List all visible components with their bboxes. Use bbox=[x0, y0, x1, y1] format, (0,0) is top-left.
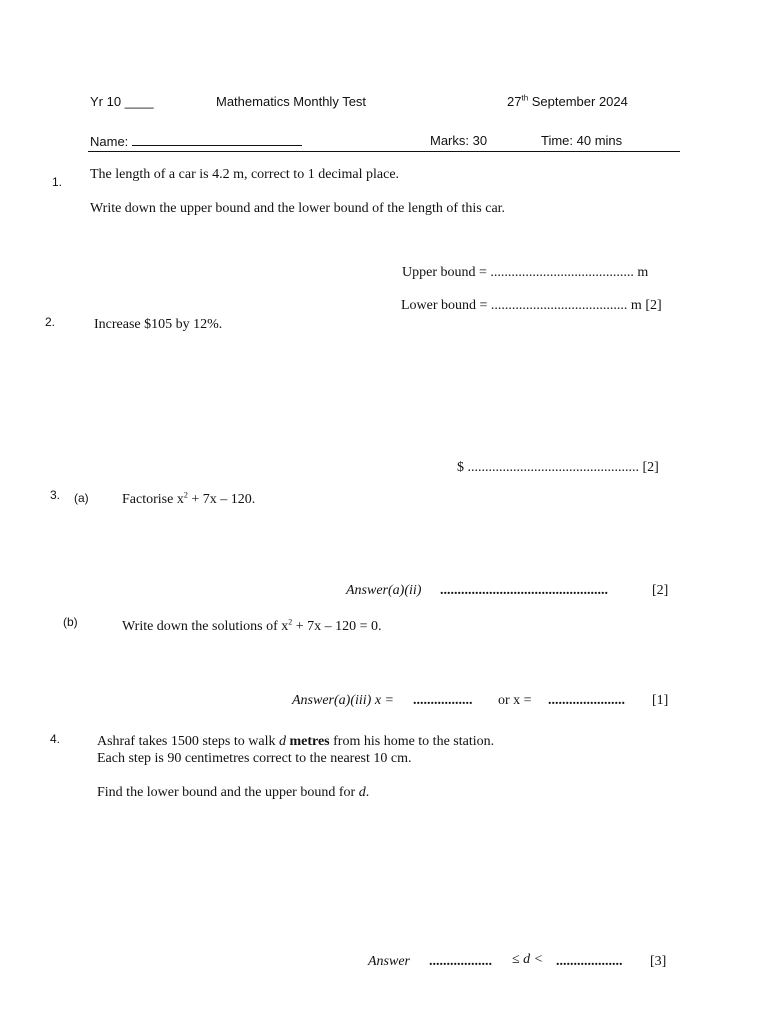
date-rest: September 2024 bbox=[528, 94, 628, 109]
q3b-answer-label: Answer(a)(iii) x = bbox=[292, 693, 394, 708]
q3a-exponent: 2 bbox=[183, 490, 188, 500]
header-divider bbox=[88, 151, 680, 152]
q4-answer-label: Answer bbox=[368, 954, 410, 969]
date-day: 27 bbox=[507, 94, 522, 109]
date-suffix: th bbox=[521, 93, 529, 103]
q2-answer[interactable]: $ ................................................. [2] bbox=[457, 460, 659, 475]
q4-line3 bbox=[97, 785, 369, 801]
q3b-text-part1: Write down the solutions of x bbox=[122, 619, 289, 634]
q3b-or-label: or x = bbox=[498, 693, 532, 708]
q4-line3-end: . bbox=[365, 785, 370, 800]
q4-line3-variable-d: d bbox=[358, 785, 366, 800]
name-field bbox=[90, 133, 302, 149]
q1-number: 1. bbox=[52, 175, 63, 189]
q3b-label: (b) bbox=[63, 615, 78, 629]
q4-line1-start: Ashraf takes 1500 steps to walk bbox=[97, 734, 279, 749]
q3a-label: (a) bbox=[74, 491, 89, 505]
q2-number: 2. bbox=[45, 315, 56, 329]
q4-line3-start: Find the lower bound and the upper bound for bbox=[97, 785, 359, 800]
q1-upper-bound-answer[interactable]: Upper bound = ......................................... m bbox=[402, 265, 649, 280]
q3a-text bbox=[122, 492, 255, 508]
q4-line1-end: from his home to the station. bbox=[329, 734, 495, 749]
q3b-text bbox=[122, 619, 382, 635]
q4-marks: [3] bbox=[650, 954, 667, 969]
q3a-marks: [2] bbox=[652, 583, 669, 598]
test-title: Mathematics Monthly Test bbox=[216, 94, 367, 109]
q4-answer-dots-2[interactable]: ................... bbox=[556, 954, 623, 969]
test-date bbox=[507, 94, 628, 109]
q3a-text-part2: + 7x – 120. bbox=[187, 492, 256, 507]
q3b-text-part2: + 7x – 120 = 0. bbox=[292, 619, 382, 634]
q1-line2: Write down the upper bound and the lower bound of the length of this car. bbox=[90, 201, 506, 216]
year-label bbox=[90, 94, 154, 109]
q3a-answer-dots[interactable]: ................................................ bbox=[440, 583, 608, 598]
time-allowed: Time: 40 mins bbox=[541, 133, 623, 148]
q4-variable-d: d bbox=[278, 734, 286, 749]
q1-line1: The length of a car is 4.2 m, correct to 1 decimal place. bbox=[90, 167, 400, 182]
q4-line1 bbox=[97, 734, 494, 750]
q3b-answer-dots-1[interactable]: ................. bbox=[413, 693, 473, 708]
name-blank-line[interactable] bbox=[132, 133, 302, 146]
q3b-answer-dots-2[interactable]: ...................... bbox=[548, 693, 625, 708]
q3a-text-part1: Factorise x bbox=[122, 492, 184, 507]
name-label: Name: bbox=[90, 134, 129, 149]
q3b-exponent: 2 bbox=[288, 617, 293, 627]
q4-line2: Each step is 90 centimetres correct to the nearest 10 cm. bbox=[97, 751, 412, 766]
q2-text: Increase $105 by 12%. bbox=[94, 317, 223, 332]
q4-number: 4. bbox=[50, 732, 61, 746]
q4-metres-bold: metres bbox=[285, 734, 330, 749]
q4-answer-dots-1[interactable]: .................. bbox=[429, 954, 492, 969]
q3-number: 3. bbox=[50, 488, 61, 502]
year-blank: ____ bbox=[124, 94, 154, 109]
year-text: Yr 10 bbox=[90, 94, 122, 109]
q3b-marks: [1] bbox=[652, 693, 669, 708]
q1-lower-bound-answer[interactable]: Lower bound = ....................................... m [2] bbox=[401, 298, 662, 313]
q4-inequality: ≤ d < bbox=[512, 952, 544, 967]
marks-total: Marks: 30 bbox=[430, 133, 488, 148]
q3a-answer-label: Answer(a)(ii) bbox=[346, 583, 422, 598]
